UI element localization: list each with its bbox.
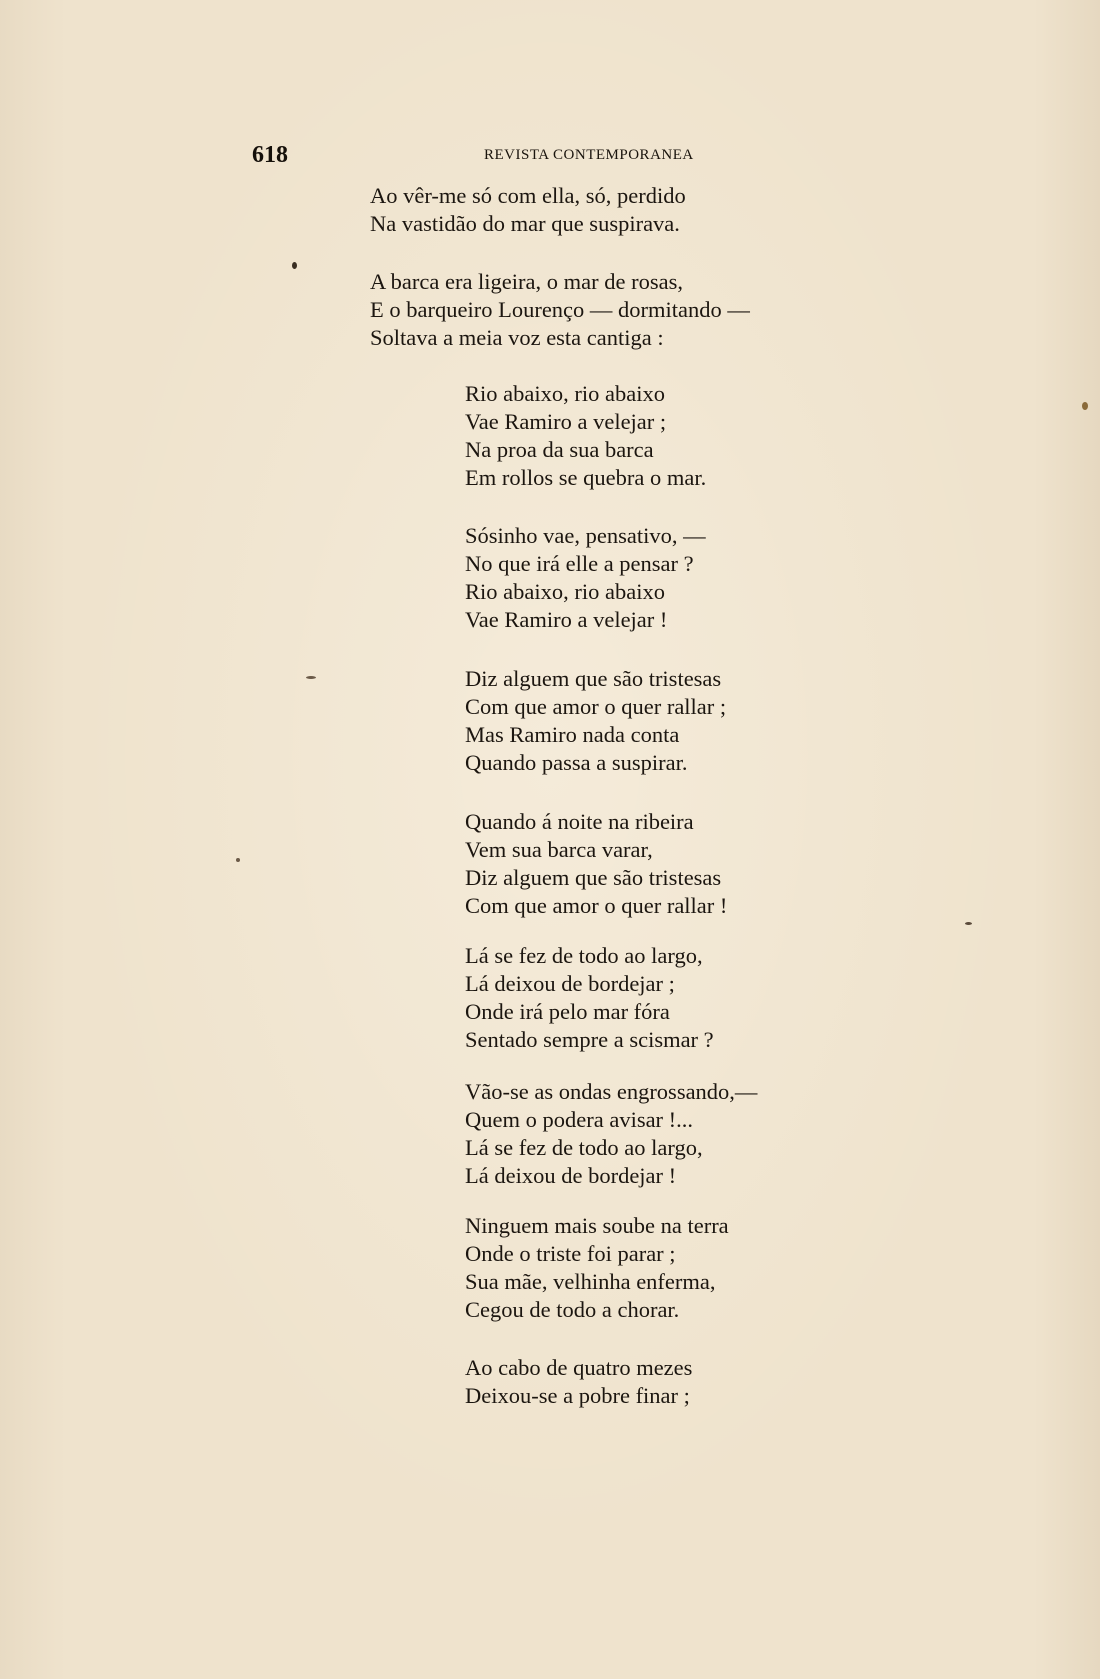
song-stanza-6: [465, 1078, 757, 1190]
verse-line: Na proa da sua barca: [465, 437, 654, 462]
verse-line: Quando á noite na ribeira: [465, 809, 694, 834]
verse-line: E o barqueiro Lourenço — dormitando —: [370, 297, 750, 322]
page-number: 618: [252, 142, 288, 168]
verse-line: No que irá elle a pensar ?: [465, 551, 694, 576]
verse-line: Vae Ramiro a velejar !: [465, 607, 668, 632]
verse-line: Vae Ramiro a velejar ;: [465, 409, 667, 434]
song-stanza-8: [465, 1354, 692, 1410]
verse-line: Rio abaixo, rio abaixo: [465, 579, 665, 604]
verse-line: Diz alguem que são tristesas: [465, 865, 722, 890]
page-header: [252, 140, 732, 170]
verse-line: Soltava a meia voz esta cantiga :: [370, 325, 664, 350]
verse-line: Onde o triste foi parar ;: [465, 1241, 676, 1266]
ink-speck: [1082, 402, 1088, 410]
verse-line: Sósinho vae, pensativo, —: [465, 523, 706, 548]
verse-line: Onde irá pelo mar fóra: [465, 999, 670, 1024]
song-stanza-4: [465, 808, 727, 920]
verse-line: Mas Ramiro nada conta: [465, 722, 680, 747]
verse-line: Cegou de todo a chorar.: [465, 1297, 680, 1322]
song-stanza-5: [465, 942, 714, 1054]
verse-line: A barca era ligeira, o mar de rosas,: [370, 269, 683, 294]
verse-line: Ninguem mais soube na terra: [465, 1213, 729, 1238]
verse-line: Em rollos se quebra o mar.: [465, 465, 707, 490]
verse-line: Rio abaixo, rio abaixo: [465, 381, 665, 406]
ink-speck: [292, 262, 297, 269]
verse-line: Lá se fez de todo ao largo,: [465, 943, 703, 968]
verse-line: Deixou-se a pobre finar ;: [465, 1383, 690, 1408]
verse-line: Sentado sempre a scismar ?: [465, 1027, 714, 1052]
narration-verse: [370, 268, 750, 352]
verse-line: Vem sua barca varar,: [465, 837, 653, 862]
ink-speck: [306, 676, 316, 679]
song-stanza-7: [465, 1212, 729, 1324]
verse-line: Quem o podera avisar !...: [465, 1107, 694, 1132]
verse-line: Lá deixou de bordejar ;: [465, 971, 675, 996]
verse-line: Na vastidão do mar que suspirava.: [370, 211, 680, 236]
song-stanza-3: [465, 665, 726, 777]
verse-line: Diz alguem que são tristesas: [465, 666, 722, 691]
verse-line: Lá se fez de todo ao largo,: [465, 1135, 703, 1160]
song-stanza-2: [465, 522, 706, 634]
verse-line: Vão-se as ondas engrossando,—: [465, 1079, 758, 1104]
verse-line: Quando passa a suspirar.: [465, 750, 688, 775]
verse-line: Com que amor o quer rallar ;: [465, 694, 727, 719]
ink-speck: [236, 858, 240, 862]
verse-line: Sua mãe, velhinha enferma,: [465, 1269, 716, 1294]
ink-speck: [965, 922, 972, 925]
verse-line: Com que amor o quer rallar !: [465, 893, 728, 918]
song-stanza-1: [465, 380, 706, 492]
verse-line: Lá deixou de bordejar !: [465, 1163, 677, 1188]
running-title: REVISTA CONTEMPORANEA: [484, 147, 694, 163]
verse-line: Ao cabo de quatro mezes: [465, 1355, 693, 1380]
verse-line: Ao vêr-me só com ella, só, perdido: [370, 183, 686, 208]
intro-verse: [370, 182, 686, 238]
